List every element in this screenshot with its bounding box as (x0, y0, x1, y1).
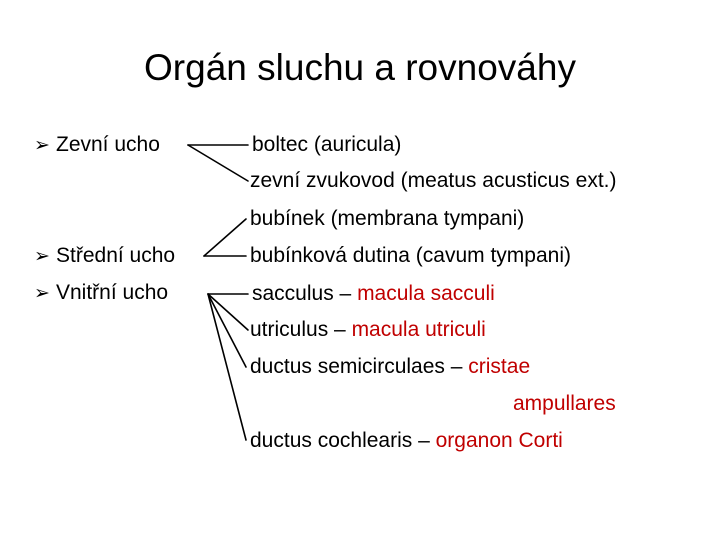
separator: – (412, 429, 436, 452)
item-bubinkova-dutina: bubínková dutina (cavum tympani) (250, 244, 571, 267)
item-sacculus (252, 281, 495, 307)
separator: – (328, 318, 352, 341)
connector-line (208, 294, 248, 330)
item-cristae-continuation: ampullares (513, 392, 616, 415)
highlight-term: macula utriculi (351, 318, 486, 341)
item-zevni-zvukovod: zevní zvukovod (meatus acusticus ext.) (250, 169, 617, 192)
term: utriculus (250, 318, 329, 341)
item-ductus-cochlearis (250, 428, 563, 454)
highlight-term: macula sacculi (357, 282, 495, 305)
highlight-term: organon Corti (435, 429, 563, 452)
item-utriculus (250, 317, 486, 343)
connector-line (204, 219, 246, 256)
highlight-term: cristae (468, 355, 531, 378)
arrow-bullet-icon: ➢ (34, 283, 50, 304)
connector-line (188, 145, 248, 181)
slide-title: Orgán sluchu a rovnováhy (144, 47, 576, 88)
item-ductus-semicirculaes (250, 354, 530, 380)
arrow-bullet-icon: ➢ (34, 135, 50, 156)
item-boltec: boltec (auricula) (252, 133, 402, 156)
separator: – (333, 282, 358, 305)
arrow-bullet-icon: ➢ (34, 246, 50, 267)
term: sacculus (252, 282, 334, 305)
term: ductus cochlearis (250, 429, 413, 452)
connector-line (208, 294, 246, 440)
bullet-label: Zevní ucho (56, 133, 160, 156)
connector-line (208, 294, 246, 367)
item-bubinek: bubínek (membrana tympani) (250, 207, 525, 230)
bullet-label: Vnitřní ucho (56, 281, 169, 304)
term: ductus semicirculaes (250, 355, 445, 378)
bullet-label: Střední ucho (56, 244, 176, 267)
separator: – (444, 355, 469, 378)
